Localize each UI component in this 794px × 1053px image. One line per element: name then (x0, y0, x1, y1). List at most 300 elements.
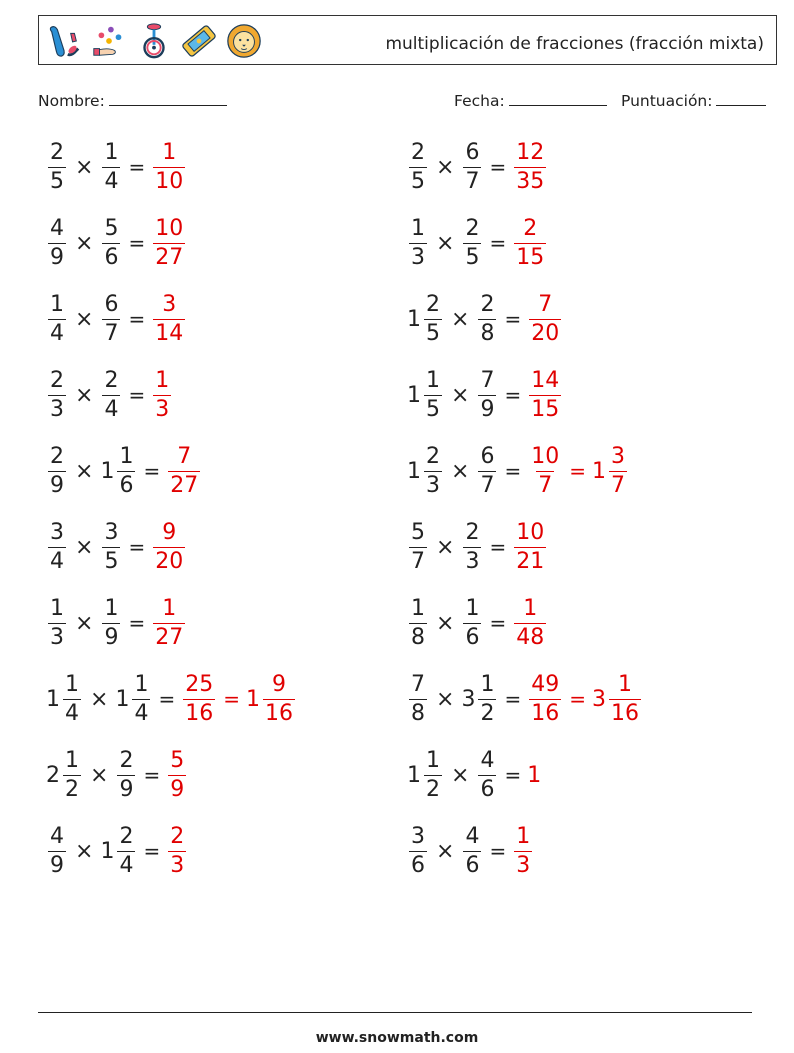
denominator: 6 (465, 624, 480, 650)
fraction (478, 671, 496, 726)
denominator: 9 (170, 776, 185, 802)
answer-value (512, 139, 548, 194)
answer-value (151, 291, 187, 346)
fraction (102, 519, 120, 574)
numerator: 1 (65, 671, 79, 697)
numerator: 2 (411, 139, 425, 165)
denominator: 4 (104, 168, 119, 194)
answer-value (166, 823, 188, 878)
answer-value (151, 139, 187, 194)
fraction (102, 215, 120, 270)
denominator: 4 (134, 700, 149, 726)
equals-sign: = (569, 687, 586, 711)
fraction (514, 595, 546, 650)
denominator: 3 (411, 244, 425, 270)
whole-number: 3 (461, 686, 476, 712)
date-field (454, 92, 607, 110)
fraction (48, 443, 66, 498)
numerator: 2 (119, 747, 134, 773)
numerator: 2 (465, 215, 480, 241)
second-factor (461, 671, 498, 726)
second-factor (100, 443, 137, 498)
answer (527, 671, 643, 726)
numerator: 10 (155, 215, 184, 241)
answer-value (527, 443, 563, 498)
equals-sign: = (504, 383, 522, 407)
times-sign: × (90, 686, 109, 712)
juggling-pin-icon (45, 22, 83, 60)
first-factor (46, 519, 68, 574)
numerator: 1 (162, 139, 177, 165)
whole-number: 2 (46, 762, 60, 788)
fraction (168, 823, 186, 878)
answer-value (166, 747, 188, 802)
times-sign: × (75, 230, 94, 256)
problem-item (46, 588, 187, 658)
fraction (478, 367, 496, 422)
whole-number: 1 (527, 762, 542, 788)
numerator: 1 (119, 443, 134, 469)
fraction (117, 443, 135, 498)
denominator: 5 (104, 548, 119, 574)
fraction (514, 215, 546, 270)
equals-sign: = (128, 383, 146, 407)
fraction (409, 519, 427, 574)
answer-value (512, 595, 548, 650)
fraction (409, 139, 427, 194)
numerator: 3 (411, 823, 425, 849)
answer (527, 443, 629, 498)
numerator: 10 (531, 443, 560, 469)
numerator: 2 (523, 215, 538, 241)
times-sign: × (75, 154, 94, 180)
times-sign: × (436, 610, 455, 636)
answer-value (527, 763, 542, 788)
numerator: 2 (426, 443, 440, 469)
numerator: 1 (134, 671, 149, 697)
fraction (514, 823, 532, 878)
fraction (63, 747, 81, 802)
answer (151, 215, 187, 270)
denominator: 48 (516, 624, 545, 650)
numerator: 1 (465, 595, 480, 621)
numerator: 6 (465, 139, 480, 165)
denominator: 6 (465, 852, 480, 878)
fraction (48, 367, 66, 422)
denominator: 3 (170, 852, 185, 878)
problem-item (46, 664, 297, 734)
numerator: 1 (426, 367, 440, 393)
whole-number: 1 (407, 382, 421, 408)
equals-sign: = (489, 155, 507, 179)
equals-sign: = (489, 611, 507, 635)
denominator: 27 (170, 472, 199, 498)
numerator: 5 (170, 747, 185, 773)
second-factor (461, 139, 483, 194)
denominator: 27 (155, 624, 184, 650)
first-factor (46, 291, 68, 346)
denominator: 15 (516, 244, 545, 270)
answer (527, 763, 542, 788)
fraction (153, 291, 185, 346)
answer (151, 139, 187, 194)
answer (512, 519, 548, 574)
first-factor (46, 139, 68, 194)
second-factor (461, 215, 483, 270)
problem-item (407, 664, 643, 734)
numerator: 49 (531, 671, 560, 697)
denominator: 4 (119, 852, 134, 878)
denominator: 5 (426, 320, 440, 346)
answer (166, 443, 202, 498)
numerator: 7 (177, 443, 192, 469)
times-sign: × (436, 534, 455, 560)
score-blank (716, 104, 766, 106)
date-blank (509, 104, 607, 106)
answer-value (591, 671, 643, 726)
fraction (529, 367, 561, 422)
second-factor (461, 823, 483, 878)
circus-ticket-icon (180, 22, 218, 60)
fraction (514, 139, 546, 194)
first-factor (46, 671, 83, 726)
fraction (478, 747, 496, 802)
problem-item (407, 740, 542, 810)
first-factor (407, 139, 429, 194)
first-factor (407, 519, 429, 574)
fraction (48, 519, 66, 574)
times-sign: × (451, 382, 470, 408)
whole-number: 1 (100, 458, 115, 484)
denominator: 7 (465, 168, 480, 194)
fraction (463, 595, 481, 650)
second-factor (100, 139, 122, 194)
fraction (168, 443, 200, 498)
answer-value (512, 823, 534, 878)
numerator: 7 (480, 367, 495, 393)
denominator: 9 (50, 852, 64, 878)
numerator: 25 (185, 671, 214, 697)
denominator: 2 (480, 700, 495, 726)
first-factor (407, 823, 429, 878)
fraction (424, 291, 442, 346)
answer-value (527, 671, 563, 726)
denominator: 6 (119, 472, 134, 498)
answer (181, 671, 297, 726)
numerator: 9 (162, 519, 177, 545)
whole-number: 1 (407, 762, 421, 788)
answer (151, 519, 187, 574)
numerator: 1 (50, 291, 64, 317)
fraction (153, 139, 185, 194)
denominator: 2 (426, 776, 440, 802)
fraction (463, 823, 481, 878)
denominator: 9 (480, 396, 495, 422)
second-factor (115, 747, 137, 802)
first-factor (46, 747, 83, 802)
problem-item (407, 588, 548, 658)
fraction (48, 595, 66, 650)
denominator: 4 (50, 320, 64, 346)
first-factor (46, 595, 68, 650)
numerator: 2 (104, 367, 119, 393)
fraction (102, 595, 120, 650)
fraction (102, 139, 120, 194)
denominator: 21 (516, 548, 545, 574)
equals-sign: = (128, 611, 146, 635)
problem-item (407, 284, 563, 354)
numerator: 2 (465, 519, 480, 545)
times-sign: × (75, 382, 94, 408)
fraction (424, 443, 442, 498)
equals-sign: = (223, 687, 240, 711)
whole-number: 1 (245, 686, 260, 712)
fraction (529, 671, 561, 726)
numerator: 2 (50, 367, 64, 393)
denominator: 4 (50, 548, 64, 574)
numerator: 7 (538, 291, 553, 317)
second-factor (100, 519, 122, 574)
times-sign: × (451, 762, 470, 788)
denominator: 3 (426, 472, 440, 498)
times-sign: × (436, 154, 455, 180)
denominator: 16 (185, 700, 214, 726)
denominator: 7 (538, 472, 553, 498)
denominator: 15 (531, 396, 560, 422)
problem-item (46, 360, 173, 430)
denominator: 9 (50, 472, 64, 498)
equals-sign: = (489, 535, 507, 559)
answer-value (151, 519, 187, 574)
numerator: 4 (480, 747, 495, 773)
equals-sign: = (143, 459, 161, 483)
numerator: 1 (411, 595, 425, 621)
first-factor (407, 595, 429, 650)
equals-sign: = (158, 687, 176, 711)
first-factor (407, 291, 444, 346)
answer-value (151, 367, 173, 422)
second-factor (100, 595, 122, 650)
denominator: 9 (119, 776, 134, 802)
equals-sign: = (489, 231, 507, 255)
times-sign: × (75, 306, 94, 332)
answer (512, 215, 548, 270)
fraction (424, 367, 442, 422)
second-factor (100, 291, 122, 346)
denominator: 3 (50, 396, 64, 422)
name-blank (109, 104, 227, 106)
denominator: 2 (65, 776, 79, 802)
fraction (168, 747, 186, 802)
numerator: 5 (104, 215, 119, 241)
numerator: 6 (104, 291, 119, 317)
fraction (48, 215, 66, 270)
worksheet-title: multiplicación de fracciones (fracción mixta) (385, 34, 764, 54)
footer-url: www.snowmath.com (315, 1030, 479, 1046)
answer (151, 595, 187, 650)
fraction (132, 671, 150, 726)
whole-number: 1 (46, 686, 60, 712)
denominator: 5 (50, 168, 64, 194)
problem-item (46, 132, 187, 202)
name-label: Nombre: (38, 92, 105, 110)
answer-value (166, 443, 202, 498)
fraction (514, 519, 546, 574)
fraction (48, 139, 66, 194)
answer (166, 823, 188, 878)
fraction (153, 595, 185, 650)
fraction (529, 291, 561, 346)
denominator: 16 (531, 700, 560, 726)
equals-sign: = (569, 459, 586, 483)
times-sign: × (436, 230, 455, 256)
numerator: 2 (170, 823, 185, 849)
second-factor (100, 215, 122, 270)
first-factor (407, 215, 429, 270)
times-sign: × (436, 686, 455, 712)
fraction (117, 823, 135, 878)
unicycle-icon (135, 22, 173, 60)
second-factor (476, 367, 498, 422)
numerator: 1 (50, 595, 64, 621)
denominator: 7 (610, 472, 625, 498)
score-field (621, 92, 766, 110)
fraction (153, 519, 185, 574)
first-factor (46, 823, 68, 878)
problem-item (407, 208, 548, 278)
second-factor (100, 823, 137, 878)
fraction (409, 671, 427, 726)
numerator: 4 (50, 215, 64, 241)
fraction (609, 443, 627, 498)
answer (151, 291, 187, 346)
first-factor (407, 367, 444, 422)
fraction (263, 671, 295, 726)
answer-value (245, 671, 297, 726)
numerator: 7 (411, 671, 425, 697)
problem-item (46, 284, 187, 354)
equals-sign: = (504, 687, 522, 711)
numerator: 2 (480, 291, 495, 317)
juggling-balls-hand-icon (90, 22, 128, 60)
numerator: 1 (162, 595, 177, 621)
numerator: 3 (50, 519, 64, 545)
times-sign: × (451, 306, 470, 332)
denominator: 7 (104, 320, 119, 346)
numerator: 1 (516, 823, 531, 849)
fraction (117, 747, 135, 802)
fraction (183, 671, 215, 726)
equals-sign: = (128, 307, 146, 331)
numerator: 2 (50, 139, 64, 165)
answer-value (527, 291, 563, 346)
second-factor (461, 595, 483, 650)
denominator: 14 (155, 320, 184, 346)
times-sign: × (451, 458, 470, 484)
numerator: 12 (516, 139, 545, 165)
answer-value (512, 215, 548, 270)
numerator: 3 (610, 443, 625, 469)
whole-number: 1 (407, 306, 421, 332)
second-factor (461, 519, 483, 574)
fraction (63, 671, 81, 726)
fraction (409, 595, 427, 650)
score-label: Puntuación: (621, 92, 713, 110)
fraction (409, 823, 427, 878)
answer (512, 595, 548, 650)
numerator: 1 (411, 215, 425, 241)
answer-value (151, 215, 187, 270)
answer-value (181, 671, 217, 726)
second-factor (100, 367, 122, 422)
denominator: 35 (516, 168, 545, 194)
fraction (102, 291, 120, 346)
denominator: 5 (465, 244, 480, 270)
whole-number: 1 (591, 458, 606, 484)
denominator: 3 (155, 396, 170, 422)
times-sign: × (75, 610, 94, 636)
answer (512, 823, 534, 878)
fraction (463, 139, 481, 194)
equals-sign: = (504, 459, 522, 483)
denominator: 5 (411, 168, 425, 194)
answer-value (512, 519, 548, 574)
answer-value (151, 595, 187, 650)
numerator: 10 (516, 519, 545, 545)
answer (527, 291, 563, 346)
problem-item (407, 816, 534, 886)
denominator: 9 (50, 244, 64, 270)
denominator: 20 (155, 548, 184, 574)
problem-item (407, 512, 548, 582)
fraction (478, 443, 496, 498)
fraction (48, 823, 66, 878)
fraction (102, 367, 120, 422)
date-label: Fecha: (454, 92, 505, 110)
worksheet-header (38, 15, 777, 65)
fraction (153, 215, 185, 270)
first-factor (407, 671, 429, 726)
answer (527, 367, 563, 422)
answer (166, 747, 188, 802)
problem-item (46, 816, 188, 886)
fraction (609, 671, 641, 726)
denominator: 8 (411, 700, 425, 726)
times-sign: × (75, 838, 94, 864)
fraction (424, 747, 442, 802)
second-factor (115, 671, 152, 726)
denominator: 10 (155, 168, 184, 194)
first-factor (46, 215, 68, 270)
numerator: 2 (50, 443, 64, 469)
numerator: 1 (426, 747, 440, 773)
numerator: 1 (155, 367, 170, 393)
numerator: 4 (50, 823, 64, 849)
numerator: 6 (480, 443, 495, 469)
denominator: 8 (480, 320, 495, 346)
denominator: 16 (610, 700, 639, 726)
numerator: 1 (104, 139, 119, 165)
equals-sign: = (128, 231, 146, 255)
denominator: 6 (480, 776, 495, 802)
equals-sign: = (504, 307, 522, 331)
whole-number: 1 (407, 458, 421, 484)
denominator: 4 (65, 700, 79, 726)
whole-number: 3 (591, 686, 606, 712)
numerator: 1 (65, 747, 79, 773)
numerator: 3 (162, 291, 177, 317)
problem-item (46, 208, 187, 278)
